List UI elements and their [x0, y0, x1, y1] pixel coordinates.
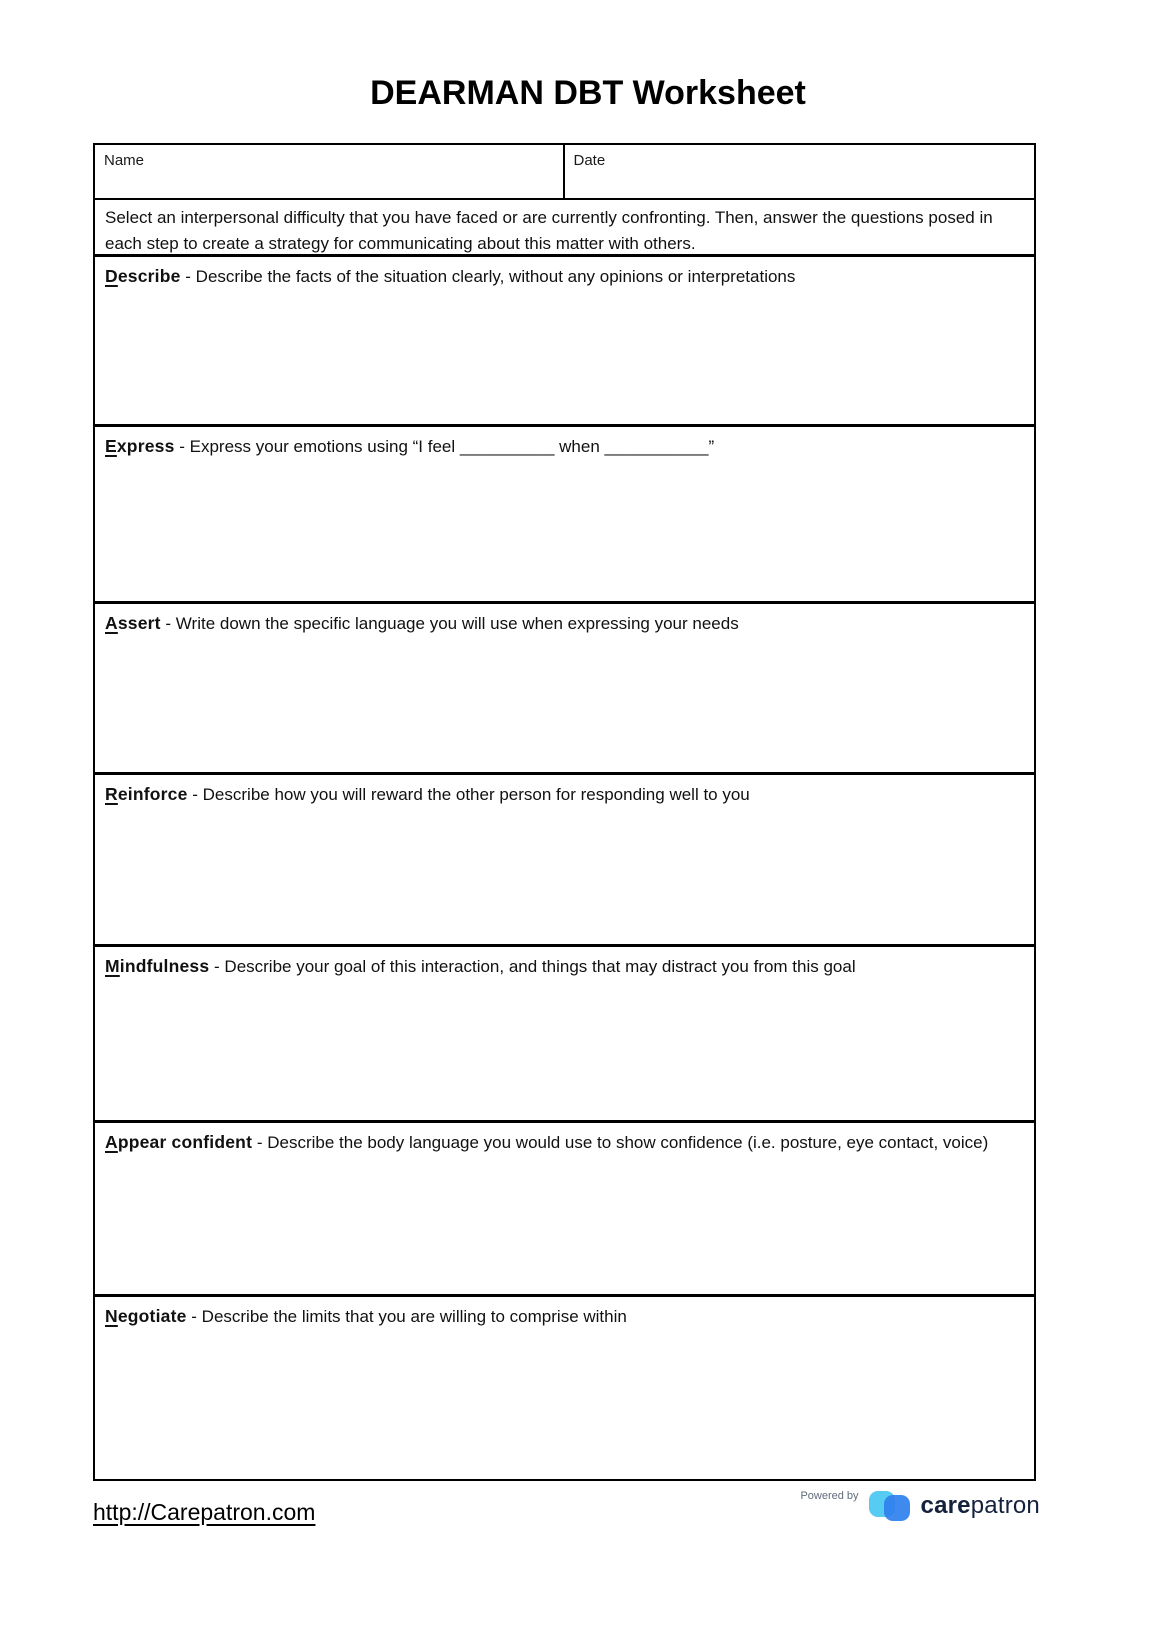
section-appear-confident-keyword: Appear confident: [105, 1132, 253, 1152]
carepatron-logo-icon: [869, 1488, 911, 1524]
section-assert-header: [105, 613, 1024, 634]
name-date-row: [95, 145, 1034, 200]
carepatron-brand: [800, 1488, 1040, 1524]
instructions-row: [95, 200, 1034, 257]
section-assert-answer-area[interactable]: [95, 604, 1034, 775]
date-field[interactable]: [565, 145, 1035, 198]
name-field[interactable]: [95, 145, 565, 198]
section-describe-header: [105, 266, 1024, 287]
section-express-header: [105, 436, 1024, 457]
section-express-answer-area[interactable]: [95, 427, 1034, 604]
section-appear-confident-description: - Describe the body language you would use to show confidence (i.e. posture, eye contact, voice): [256, 1133, 989, 1152]
section-mindfulness-description: - Describe your goal of this interaction, and things that may distract you from this goal: [214, 957, 856, 976]
section-negotiate-answer-area[interactable]: [95, 1297, 1034, 1479]
name-label: Name: [104, 152, 145, 169]
section-reinforce-keyword: Reinforce: [105, 784, 188, 804]
wordmark-patron: patron: [970, 1492, 1040, 1519]
section-mindfulness-answer-area[interactable]: [95, 947, 1034, 1123]
section-assert-keyword: Assert: [105, 613, 161, 633]
section-appear-confident-header: [105, 1132, 1024, 1153]
date-label: Date: [573, 152, 606, 169]
section-describe-keyword: Describe: [105, 266, 181, 286]
section-assert-description: - Write down the specific language you will use when expressing your needs: [165, 614, 739, 633]
section-negotiate-keyword: Negotiate: [105, 1306, 187, 1326]
page-title: DEARMAN DBT Worksheet: [370, 74, 806, 112]
section-express-description: - Express your emotions using “I feel __________ when ___________”: [179, 437, 715, 456]
section-express-keyword: Express: [105, 436, 175, 456]
section-reinforce-answer-area[interactable]: [95, 775, 1034, 947]
instructions-text: Select an interpersonal difficulty that you have faced or are currently confronting. Then, answer the questions posed in each step to create a strategy for communicating about this matter with others.: [105, 208, 993, 253]
section-reinforce-description: - Describe how you will reward the other person for responding well to you: [192, 785, 750, 804]
section-negotiate-header: [105, 1306, 1024, 1327]
section-negotiate-description: - Describe the limits that you are willing to comprise within: [191, 1307, 627, 1326]
wordmark-care: care: [920, 1492, 971, 1519]
worksheet-table: [93, 143, 1036, 1481]
carepatron-wordmark: [921, 1492, 1040, 1520]
section-appear-confident-answer-area[interactable]: [95, 1123, 1034, 1297]
section-describe-answer-area[interactable]: [95, 257, 1034, 427]
carepatron-link[interactable]: http://Carepatron.com: [93, 1499, 316, 1525]
section-mindfulness-keyword: Mindfulness: [105, 956, 210, 976]
powered-by-label: Powered by: [800, 1490, 859, 1502]
section-mindfulness-header: [105, 956, 1024, 977]
section-reinforce-header: [105, 784, 1024, 805]
section-describe-description: - Describe the facts of the situation clearly, without any opinions or interpretations: [185, 267, 796, 286]
